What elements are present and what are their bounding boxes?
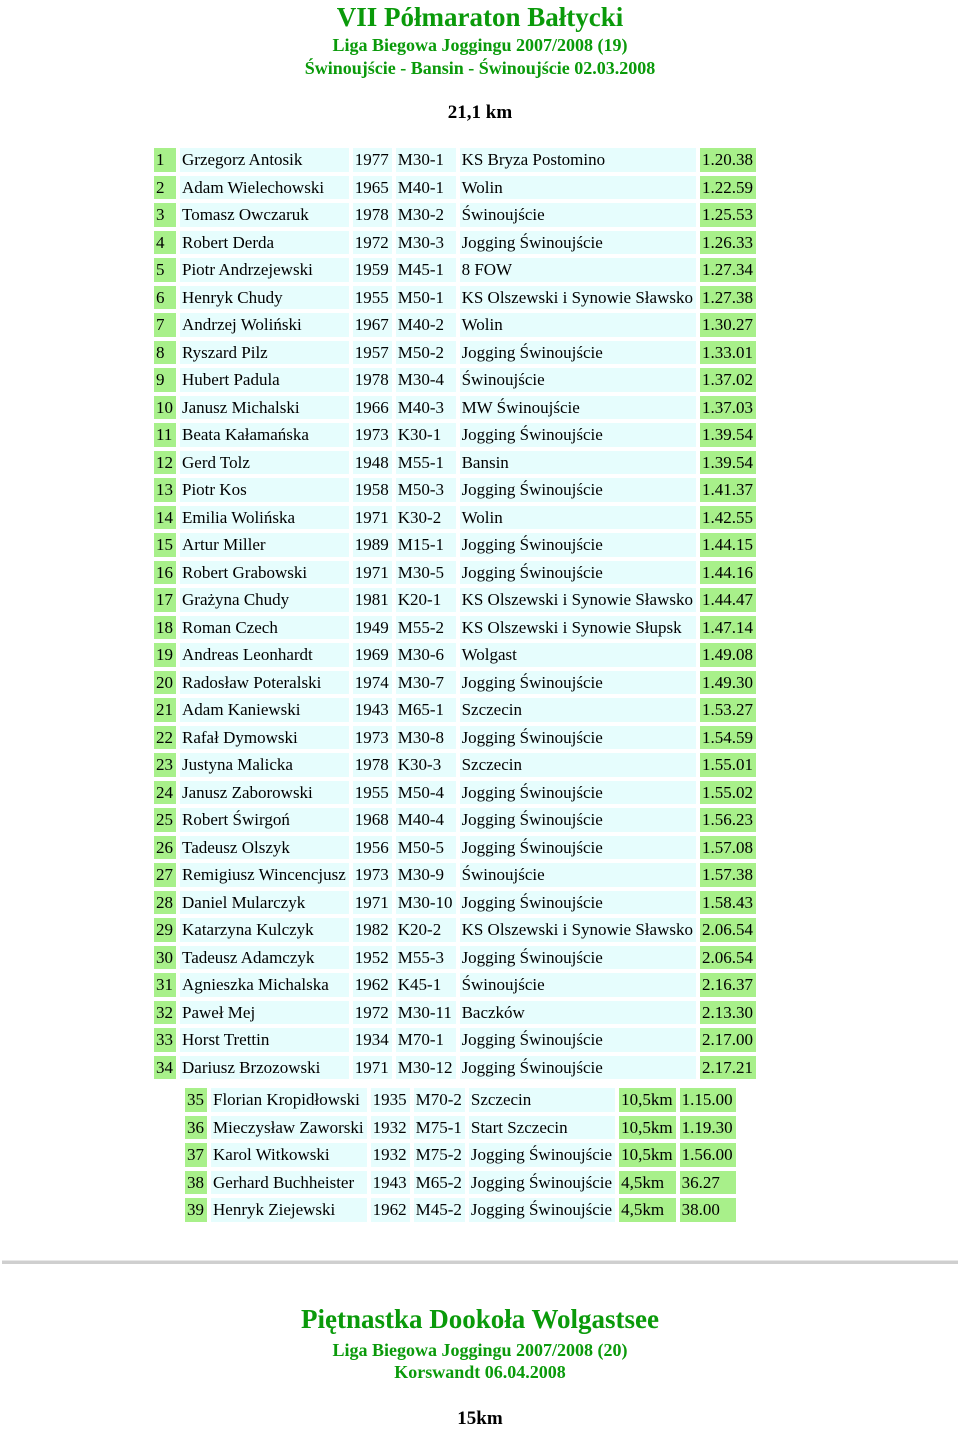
time-cell: 1.54.59 — [700, 726, 756, 750]
birth-year-cell: 1978 — [353, 368, 392, 392]
club-cell: Wolin — [460, 313, 696, 337]
club-cell: Wolgast — [460, 643, 696, 667]
category-cell: M50-1 — [396, 286, 456, 310]
time-cell: 2.06.54 — [700, 918, 756, 942]
club-cell: Jogging Świnoujście — [460, 836, 696, 860]
category-cell: M40-2 — [396, 313, 456, 337]
place-cell: 16 — [154, 561, 176, 585]
table-row — [154, 1028, 756, 1052]
time-cell: 1.55.01 — [700, 753, 756, 777]
table-row — [154, 918, 756, 942]
table-row — [154, 781, 756, 805]
name-cell: Henryk Chudy — [180, 286, 349, 310]
time-cell: 2.17.21 — [700, 1056, 756, 1080]
place-cell: 11 — [154, 423, 176, 447]
place-cell: 12 — [154, 451, 176, 475]
time-cell: 1.37.02 — [700, 368, 756, 392]
name-cell: Roman Czech — [180, 616, 349, 640]
category-cell: K20-2 — [396, 918, 456, 942]
club-cell: Jogging Świnoujście — [460, 423, 696, 447]
place-cell: 39 — [185, 1198, 207, 1222]
birth-year-cell: 1956 — [353, 836, 392, 860]
time-cell: 1.27.34 — [700, 258, 756, 282]
name-cell: Robert Derda — [180, 231, 349, 255]
birth-year-cell: 1977 — [353, 148, 392, 172]
race2-distance: 15km — [457, 1408, 503, 1429]
distance-cell: 10,5km — [619, 1088, 675, 1112]
category-cell: M40-3 — [396, 396, 456, 420]
place-cell: 14 — [154, 506, 176, 530]
birth-year-cell: 1932 — [371, 1143, 410, 1167]
place-cell: 1 — [154, 148, 176, 172]
club-cell: Jogging Świnoujście — [460, 891, 696, 915]
time-cell: 1.41.37 — [700, 478, 756, 502]
club-cell: Szczecin — [460, 753, 696, 777]
time-cell: 1.49.30 — [700, 671, 756, 695]
club-cell: Bansin — [460, 451, 696, 475]
name-cell: Justyna Malicka — [180, 753, 349, 777]
table-row — [154, 451, 756, 475]
name-cell: Andreas Leonhardt — [180, 643, 349, 667]
table-row — [154, 286, 756, 310]
time-cell: 1.19.30 — [680, 1116, 736, 1140]
time-cell: 1.47.14 — [700, 616, 756, 640]
category-cell: K30-1 — [396, 423, 456, 447]
race1-title: VII Półmaraton Bałtycki — [336, 2, 624, 32]
birth-year-cell: 1949 — [353, 616, 392, 640]
time-cell: 1.25.53 — [700, 203, 756, 227]
table-row — [154, 506, 756, 530]
place-cell: 22 — [154, 726, 176, 750]
place-cell: 37 — [185, 1143, 207, 1167]
category-cell: M75-1 — [414, 1116, 465, 1140]
time-cell: 2.16.37 — [700, 973, 756, 997]
table-row — [154, 313, 756, 337]
table-row — [154, 1001, 756, 1025]
birth-year-cell: 1965 — [353, 176, 392, 200]
category-cell: M65-1 — [396, 698, 456, 722]
name-cell: Karol Witkowski — [211, 1143, 367, 1167]
place-cell: 9 — [154, 368, 176, 392]
table-row — [154, 258, 756, 282]
birth-year-cell: 1932 — [371, 1116, 410, 1140]
birth-year-cell: 1957 — [353, 341, 392, 365]
time-cell: 1.26.33 — [700, 231, 756, 255]
table-row — [185, 1143, 736, 1167]
club-cell: Wolin — [460, 506, 696, 530]
birth-year-cell: 1958 — [353, 478, 392, 502]
birth-year-cell: 1955 — [353, 286, 392, 310]
category-cell: M70-2 — [414, 1088, 465, 1112]
club-cell: Jogging Świnoujście — [469, 1171, 615, 1195]
birth-year-cell: 1971 — [353, 561, 392, 585]
category-cell: K30-2 — [396, 506, 456, 530]
birth-year-cell: 1981 — [353, 588, 392, 612]
table-row — [154, 533, 756, 557]
race2-location-date: Korswandt 06.04.2008 — [394, 1362, 566, 1382]
birth-year-cell: 1959 — [353, 258, 392, 282]
birth-year-cell: 1943 — [371, 1171, 410, 1195]
name-cell: Tadeusz Olszyk — [180, 836, 349, 860]
name-cell: Rafał Dymowski — [180, 726, 349, 750]
birth-year-cell: 1971 — [353, 1056, 392, 1080]
time-cell: 36.27 — [680, 1171, 736, 1195]
table-row — [154, 726, 756, 750]
time-cell: 1.30.27 — [700, 313, 756, 337]
category-cell: M55-3 — [396, 946, 456, 970]
table-row — [185, 1088, 736, 1112]
club-cell: Jogging Świnoujście — [460, 946, 696, 970]
name-cell: Tomasz Owczaruk — [180, 203, 349, 227]
time-cell: 1.53.27 — [700, 698, 756, 722]
birth-year-cell: 1935 — [371, 1088, 410, 1112]
birth-year-cell: 1978 — [353, 203, 392, 227]
place-cell: 2 — [154, 176, 176, 200]
birth-year-cell: 1972 — [353, 231, 392, 255]
category-cell: M45-1 — [396, 258, 456, 282]
distance-cell: 10,5km — [619, 1143, 675, 1167]
table-row — [154, 176, 756, 200]
place-cell: 6 — [154, 286, 176, 310]
category-cell: M30-5 — [396, 561, 456, 585]
short-distance-results-table — [181, 1084, 740, 1226]
table-row — [154, 616, 756, 640]
name-cell: Mieczysław Zaworski — [211, 1116, 367, 1140]
category-cell: M55-2 — [396, 616, 456, 640]
place-cell: 24 — [154, 781, 176, 805]
category-cell: M45-2 — [414, 1198, 465, 1222]
name-cell: Florian Kropidłowski — [211, 1088, 367, 1112]
club-cell: Jogging Świnoujście — [460, 1056, 696, 1080]
birth-year-cell: 1972 — [353, 1001, 392, 1025]
category-cell: M30-2 — [396, 203, 456, 227]
table-row — [154, 561, 756, 585]
race2-league-subtitle: Liga Biegowa Joggingu 2007/2008 (20) — [332, 1340, 628, 1360]
club-cell: Jogging Świnoujście — [460, 533, 696, 557]
table-row — [154, 478, 756, 502]
place-cell: 34 — [154, 1056, 176, 1080]
birth-year-cell: 1962 — [371, 1198, 410, 1222]
category-cell: M55-1 — [396, 451, 456, 475]
category-cell: K45-1 — [396, 973, 456, 997]
section-divider — [2, 1260, 958, 1264]
club-cell: Szczecin — [460, 698, 696, 722]
category-cell: M30-10 — [396, 891, 456, 915]
birth-year-cell: 1934 — [353, 1028, 392, 1052]
birth-year-cell: 1971 — [353, 891, 392, 915]
table-row — [154, 753, 756, 777]
name-cell: Artur Miller — [180, 533, 349, 557]
distance-cell: 10,5km — [619, 1116, 675, 1140]
time-cell: 2.13.30 — [700, 1001, 756, 1025]
place-cell: 8 — [154, 341, 176, 365]
club-cell: Jogging Świnoujście — [460, 671, 696, 695]
birth-year-cell: 1967 — [353, 313, 392, 337]
club-cell: KS Olszewski i Synowie Sławsko — [460, 286, 696, 310]
club-cell: Świnoujście — [460, 203, 696, 227]
name-cell: Adam Wielechowski — [180, 176, 349, 200]
category-cell: M50-2 — [396, 341, 456, 365]
time-cell: 1.20.38 — [700, 148, 756, 172]
distance-cell: 4,5km — [619, 1198, 675, 1222]
table-row — [154, 148, 756, 172]
category-cell: M30-9 — [396, 863, 456, 887]
name-cell: Beata Kałamańska — [180, 423, 349, 447]
table-row — [154, 643, 756, 667]
place-cell: 38 — [185, 1171, 207, 1195]
place-cell: 10 — [154, 396, 176, 420]
table-row — [185, 1171, 736, 1195]
time-cell: 1.37.03 — [700, 396, 756, 420]
place-cell: 21 — [154, 698, 176, 722]
club-cell: Jogging Świnoujście — [469, 1198, 615, 1222]
category-cell: M40-1 — [396, 176, 456, 200]
club-cell: Jogging Świnoujście — [469, 1143, 615, 1167]
time-cell: 38.00 — [680, 1198, 736, 1222]
birth-year-cell: 1974 — [353, 671, 392, 695]
place-cell: 35 — [185, 1088, 207, 1112]
birth-year-cell: 1973 — [353, 423, 392, 447]
race2-title: Piętnastka Dookoła Wolgastsee — [300, 1304, 659, 1334]
table-row — [154, 588, 756, 612]
table-row — [154, 808, 756, 832]
place-cell: 36 — [185, 1116, 207, 1140]
place-cell: 7 — [154, 313, 176, 337]
place-cell: 4 — [154, 231, 176, 255]
time-cell: 1.44.15 — [700, 533, 756, 557]
birth-year-cell: 1948 — [353, 451, 392, 475]
place-cell: 26 — [154, 836, 176, 860]
club-cell: Jogging Świnoujście — [460, 478, 696, 502]
club-cell: Jogging Świnoujście — [460, 808, 696, 832]
club-cell: Jogging Świnoujście — [460, 726, 696, 750]
table-row — [154, 891, 756, 915]
category-cell: M30-8 — [396, 726, 456, 750]
name-cell: Ryszard Pilz — [180, 341, 349, 365]
club-cell: KS Bryza Postomino — [460, 148, 696, 172]
time-cell: 1.55.02 — [700, 781, 756, 805]
place-cell: 31 — [154, 973, 176, 997]
table-row — [154, 231, 756, 255]
club-cell: Jogging Świnoujście — [460, 561, 696, 585]
place-cell: 28 — [154, 891, 176, 915]
club-cell: Świnoujście — [460, 368, 696, 392]
club-cell: 8 FOW — [460, 258, 696, 282]
time-cell: 1.56.00 — [680, 1143, 736, 1167]
name-cell: Piotr Kos — [180, 478, 349, 502]
race1-league-subtitle: Liga Biegowa Joggingu 2007/2008 (19) — [332, 35, 628, 55]
distance-cell: 4,5km — [619, 1171, 675, 1195]
birth-year-cell: 1971 — [353, 506, 392, 530]
club-cell: Szczecin — [469, 1088, 615, 1112]
table-row — [154, 836, 756, 860]
place-cell: 23 — [154, 753, 176, 777]
table-row — [154, 946, 756, 970]
name-cell: Adam Kaniewski — [180, 698, 349, 722]
time-cell: 2.17.00 — [700, 1028, 756, 1052]
name-cell: Piotr Andrzejewski — [180, 258, 349, 282]
name-cell: Andrzej Woliński — [180, 313, 349, 337]
category-cell: M30-7 — [396, 671, 456, 695]
name-cell: Janusz Michalski — [180, 396, 349, 420]
name-cell: Paweł Mej — [180, 1001, 349, 1025]
time-cell: 1.49.08 — [700, 643, 756, 667]
place-cell: 17 — [154, 588, 176, 612]
name-cell: Robert Grabowski — [180, 561, 349, 585]
place-cell: 32 — [154, 1001, 176, 1025]
place-cell: 25 — [154, 808, 176, 832]
time-cell: 1.39.54 — [700, 423, 756, 447]
place-cell: 3 — [154, 203, 176, 227]
time-cell: 1.56.23 — [700, 808, 756, 832]
category-cell: M30-4 — [396, 368, 456, 392]
category-cell: M65-2 — [414, 1171, 465, 1195]
birth-year-cell: 1982 — [353, 918, 392, 942]
race1-route-date: Świnoujście - Bansin - Świnoujście 02.03.2008 — [304, 58, 656, 78]
time-cell: 2.06.54 — [700, 946, 756, 970]
name-cell: Henryk Ziejewski — [211, 1198, 367, 1222]
birth-year-cell: 1952 — [353, 946, 392, 970]
name-cell: Horst Trettin — [180, 1028, 349, 1052]
place-cell: 29 — [154, 918, 176, 942]
category-cell: M50-5 — [396, 836, 456, 860]
time-cell: 1.39.54 — [700, 451, 756, 475]
table-row — [154, 1056, 756, 1080]
birth-year-cell: 1968 — [353, 808, 392, 832]
place-cell: 15 — [154, 533, 176, 557]
table-row — [154, 396, 756, 420]
place-cell: 19 — [154, 643, 176, 667]
race1-distance: 21,1 km — [447, 102, 513, 123]
club-cell: KS Olszewski i Synowie Słupsk — [460, 616, 696, 640]
name-cell: Remigiusz Wincencjusz — [180, 863, 349, 887]
club-cell: Jogging Świnoujście — [460, 341, 696, 365]
time-cell: 1.44.47 — [700, 588, 756, 612]
place-cell: 18 — [154, 616, 176, 640]
table-row — [154, 423, 756, 447]
birth-year-cell: 1962 — [353, 973, 392, 997]
birth-year-cell: 1955 — [353, 781, 392, 805]
name-cell: Gerhard Buchheister — [211, 1171, 367, 1195]
name-cell: Janusz Zaborowski — [180, 781, 349, 805]
table-row — [185, 1198, 736, 1222]
time-cell: 1.33.01 — [700, 341, 756, 365]
name-cell: Grażyna Chudy — [180, 588, 349, 612]
place-cell: 5 — [154, 258, 176, 282]
club-cell: Wolin — [460, 176, 696, 200]
place-cell: 13 — [154, 478, 176, 502]
table-row — [154, 671, 756, 695]
time-cell: 1.44.16 — [700, 561, 756, 585]
table-row — [185, 1116, 736, 1140]
club-cell: Jogging Świnoujście — [460, 781, 696, 805]
birth-year-cell: 1973 — [353, 863, 392, 887]
category-cell: K20-1 — [396, 588, 456, 612]
birth-year-cell: 1989 — [353, 533, 392, 557]
table-row — [154, 203, 756, 227]
birth-year-cell: 1943 — [353, 698, 392, 722]
club-cell: Jogging Świnoujście — [460, 1028, 696, 1052]
results-table — [150, 144, 760, 1083]
table-row — [154, 863, 756, 887]
time-cell: 1.27.38 — [700, 286, 756, 310]
name-cell: Daniel Mularczyk — [180, 891, 349, 915]
time-cell: 1.57.08 — [700, 836, 756, 860]
category-cell: K30-3 — [396, 753, 456, 777]
category-cell: M50-3 — [396, 478, 456, 502]
club-cell: MW Świnoujście — [460, 396, 696, 420]
category-cell: M30-11 — [396, 1001, 456, 1025]
place-cell: 30 — [154, 946, 176, 970]
club-cell: KS Olszewski i Synowie Sławsko — [460, 918, 696, 942]
table-row — [154, 973, 756, 997]
name-cell: Gerd Tolz — [180, 451, 349, 475]
category-cell: M30-6 — [396, 643, 456, 667]
birth-year-cell: 1966 — [353, 396, 392, 420]
time-cell: 1.15.00 — [680, 1088, 736, 1112]
club-cell: Jogging Świnoujście — [460, 231, 696, 255]
category-cell: M30-12 — [396, 1056, 456, 1080]
club-cell: Świnoujście — [460, 863, 696, 887]
time-cell: 1.58.43 — [700, 891, 756, 915]
category-cell: M30-3 — [396, 231, 456, 255]
category-cell: M50-4 — [396, 781, 456, 805]
table-row — [154, 698, 756, 722]
name-cell: Grzegorz Antosik — [180, 148, 349, 172]
name-cell: Agnieszka Michalska — [180, 973, 349, 997]
category-cell: M30-1 — [396, 148, 456, 172]
name-cell: Katarzyna Kulczyk — [180, 918, 349, 942]
name-cell: Emilia Wolińska — [180, 506, 349, 530]
name-cell: Robert Świrgoń — [180, 808, 349, 832]
club-cell: Start Szczecin — [469, 1116, 615, 1140]
category-cell: M40-4 — [396, 808, 456, 832]
place-cell: 27 — [154, 863, 176, 887]
category-cell: M70-1 — [396, 1028, 456, 1052]
time-cell: 1.57.38 — [700, 863, 756, 887]
name-cell: Dariusz Brzozowski — [180, 1056, 349, 1080]
birth-year-cell: 1973 — [353, 726, 392, 750]
table-row — [154, 341, 756, 365]
place-cell: 20 — [154, 671, 176, 695]
birth-year-cell: 1969 — [353, 643, 392, 667]
club-cell: KS Olszewski i Synowie Sławsko — [460, 588, 696, 612]
name-cell: Tadeusz Adamczyk — [180, 946, 349, 970]
name-cell: Hubert Padula — [180, 368, 349, 392]
club-cell: Baczków — [460, 1001, 696, 1025]
name-cell: Radosław Poteralski — [180, 671, 349, 695]
birth-year-cell: 1978 — [353, 753, 392, 777]
place-cell: 33 — [154, 1028, 176, 1052]
category-cell: M75-2 — [414, 1143, 465, 1167]
table-row — [154, 368, 756, 392]
time-cell: 1.42.55 — [700, 506, 756, 530]
club-cell: Świnoujście — [460, 973, 696, 997]
time-cell: 1.22.59 — [700, 176, 756, 200]
category-cell: M15-1 — [396, 533, 456, 557]
